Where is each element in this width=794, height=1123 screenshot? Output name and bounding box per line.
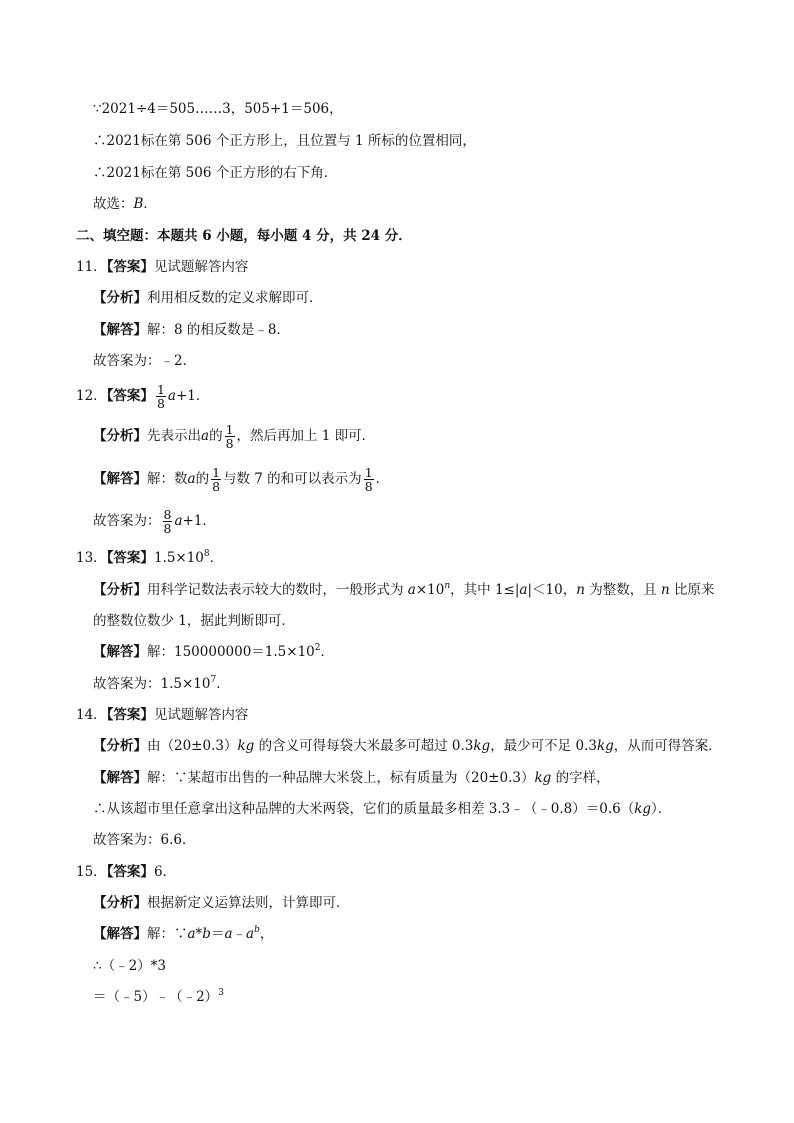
text-line: ∴2021标在第 506 个正方形的右下角．: [93, 165, 338, 181]
question-11-analysis: 【分析】利用相反数的定义求解即可．: [93, 290, 323, 306]
fraction: $\frac{1}{8}$: [212, 465, 221, 494]
question-12-final: 故答案为： $\frac{8}{8}$ a+1．: [93, 507, 216, 536]
question-11-answer: 11．【答案】见试题解答内容: [76, 259, 249, 275]
fraction: $\frac{1}{8}$: [156, 382, 165, 411]
question-13-analysis: 【分析】用科学记数法表示较大的数时，一般形式为 $a\times 10^n$，其中 1≤|a|＜10，n 为整数，且 n 比原来: [93, 581, 715, 598]
question-15-analysis: 【分析】根据新定义运算法则，计算即可．: [93, 895, 350, 911]
fraction: $\frac{8}{8}$: [163, 507, 172, 536]
text-line: ∴2021标在第 506 个正方形上，且位置与 1 所标的位置相同，: [93, 133, 476, 149]
question-13-analysis-cont: 的整数位数少 1，据此判断即可．: [93, 613, 295, 629]
fraction: $\frac{1}{8}$: [225, 422, 234, 451]
question-14-solution-cont: ∴从该超市里任意拿出这种品牌的大米两袋，它们的质量最多相差 3.3﹣（﹣0.8）＝0.6（kg）．: [93, 801, 672, 817]
question-14-answer: 14．【答案】见试题解答内容: [76, 707, 249, 723]
fraction: $\frac{1}{8}$: [364, 465, 373, 494]
question-15-answer: 15．【答案】6．: [76, 864, 177, 880]
question-13-final: 故答案为：$1.5\times 10^7$．: [93, 675, 230, 692]
question-15-step: ＝（﹣5）﹣（﹣2）$^3$: [93, 988, 224, 1005]
section-heading: 二、填空题：本题共 6 小题，每小题 4 分，共 24 分．: [76, 228, 412, 244]
question-15-step: ∴（﹣2）*3: [93, 958, 167, 974]
question-14-final: 故答案为：6.6．: [93, 832, 196, 848]
question-13-solution: 【解答】解：$150000000=1.5\times 10^2$．: [93, 643, 334, 660]
question-12-solution: 【解答】解：数a的 $\frac{1}{8}$ 与数 7 的和可以表示为 $\frac{1}{8}$ ．: [93, 465, 390, 494]
text-line: 故选：B．: [93, 196, 157, 212]
question-12-answer: 12．【答案】 $\frac{1}{8}$ a+1．: [76, 382, 210, 411]
question-13-answer: 13．【答案】$1.5\times 10^8$．: [76, 549, 224, 566]
question-14-solution: 【解答】解：∵某超市出售的一种品牌大米袋上，标有质量为（20±0.3）kg 的字样，: [93, 770, 610, 786]
text-line: ∵2021÷4＝505……3，505+1＝506，: [93, 101, 343, 117]
question-15-solution: 【解答】解：$\because a*b=a﹣a^b$，: [93, 925, 274, 942]
question-11-final: 故答案为：﹣2．: [93, 353, 197, 369]
question-14-analysis: 【分析】由（20±0.3）kg 的含义可得每袋大米最多可超过 0.3kg，最少可不足 0.3kg，从而可得答案．: [93, 738, 722, 754]
question-11-solution: 【解答】解：8 的相反数是﹣8．: [93, 322, 290, 338]
question-12-analysis: 【分析】先表示出a的 $\frac{1}{8}$ ，然后再加上 1 即可．: [93, 422, 376, 451]
